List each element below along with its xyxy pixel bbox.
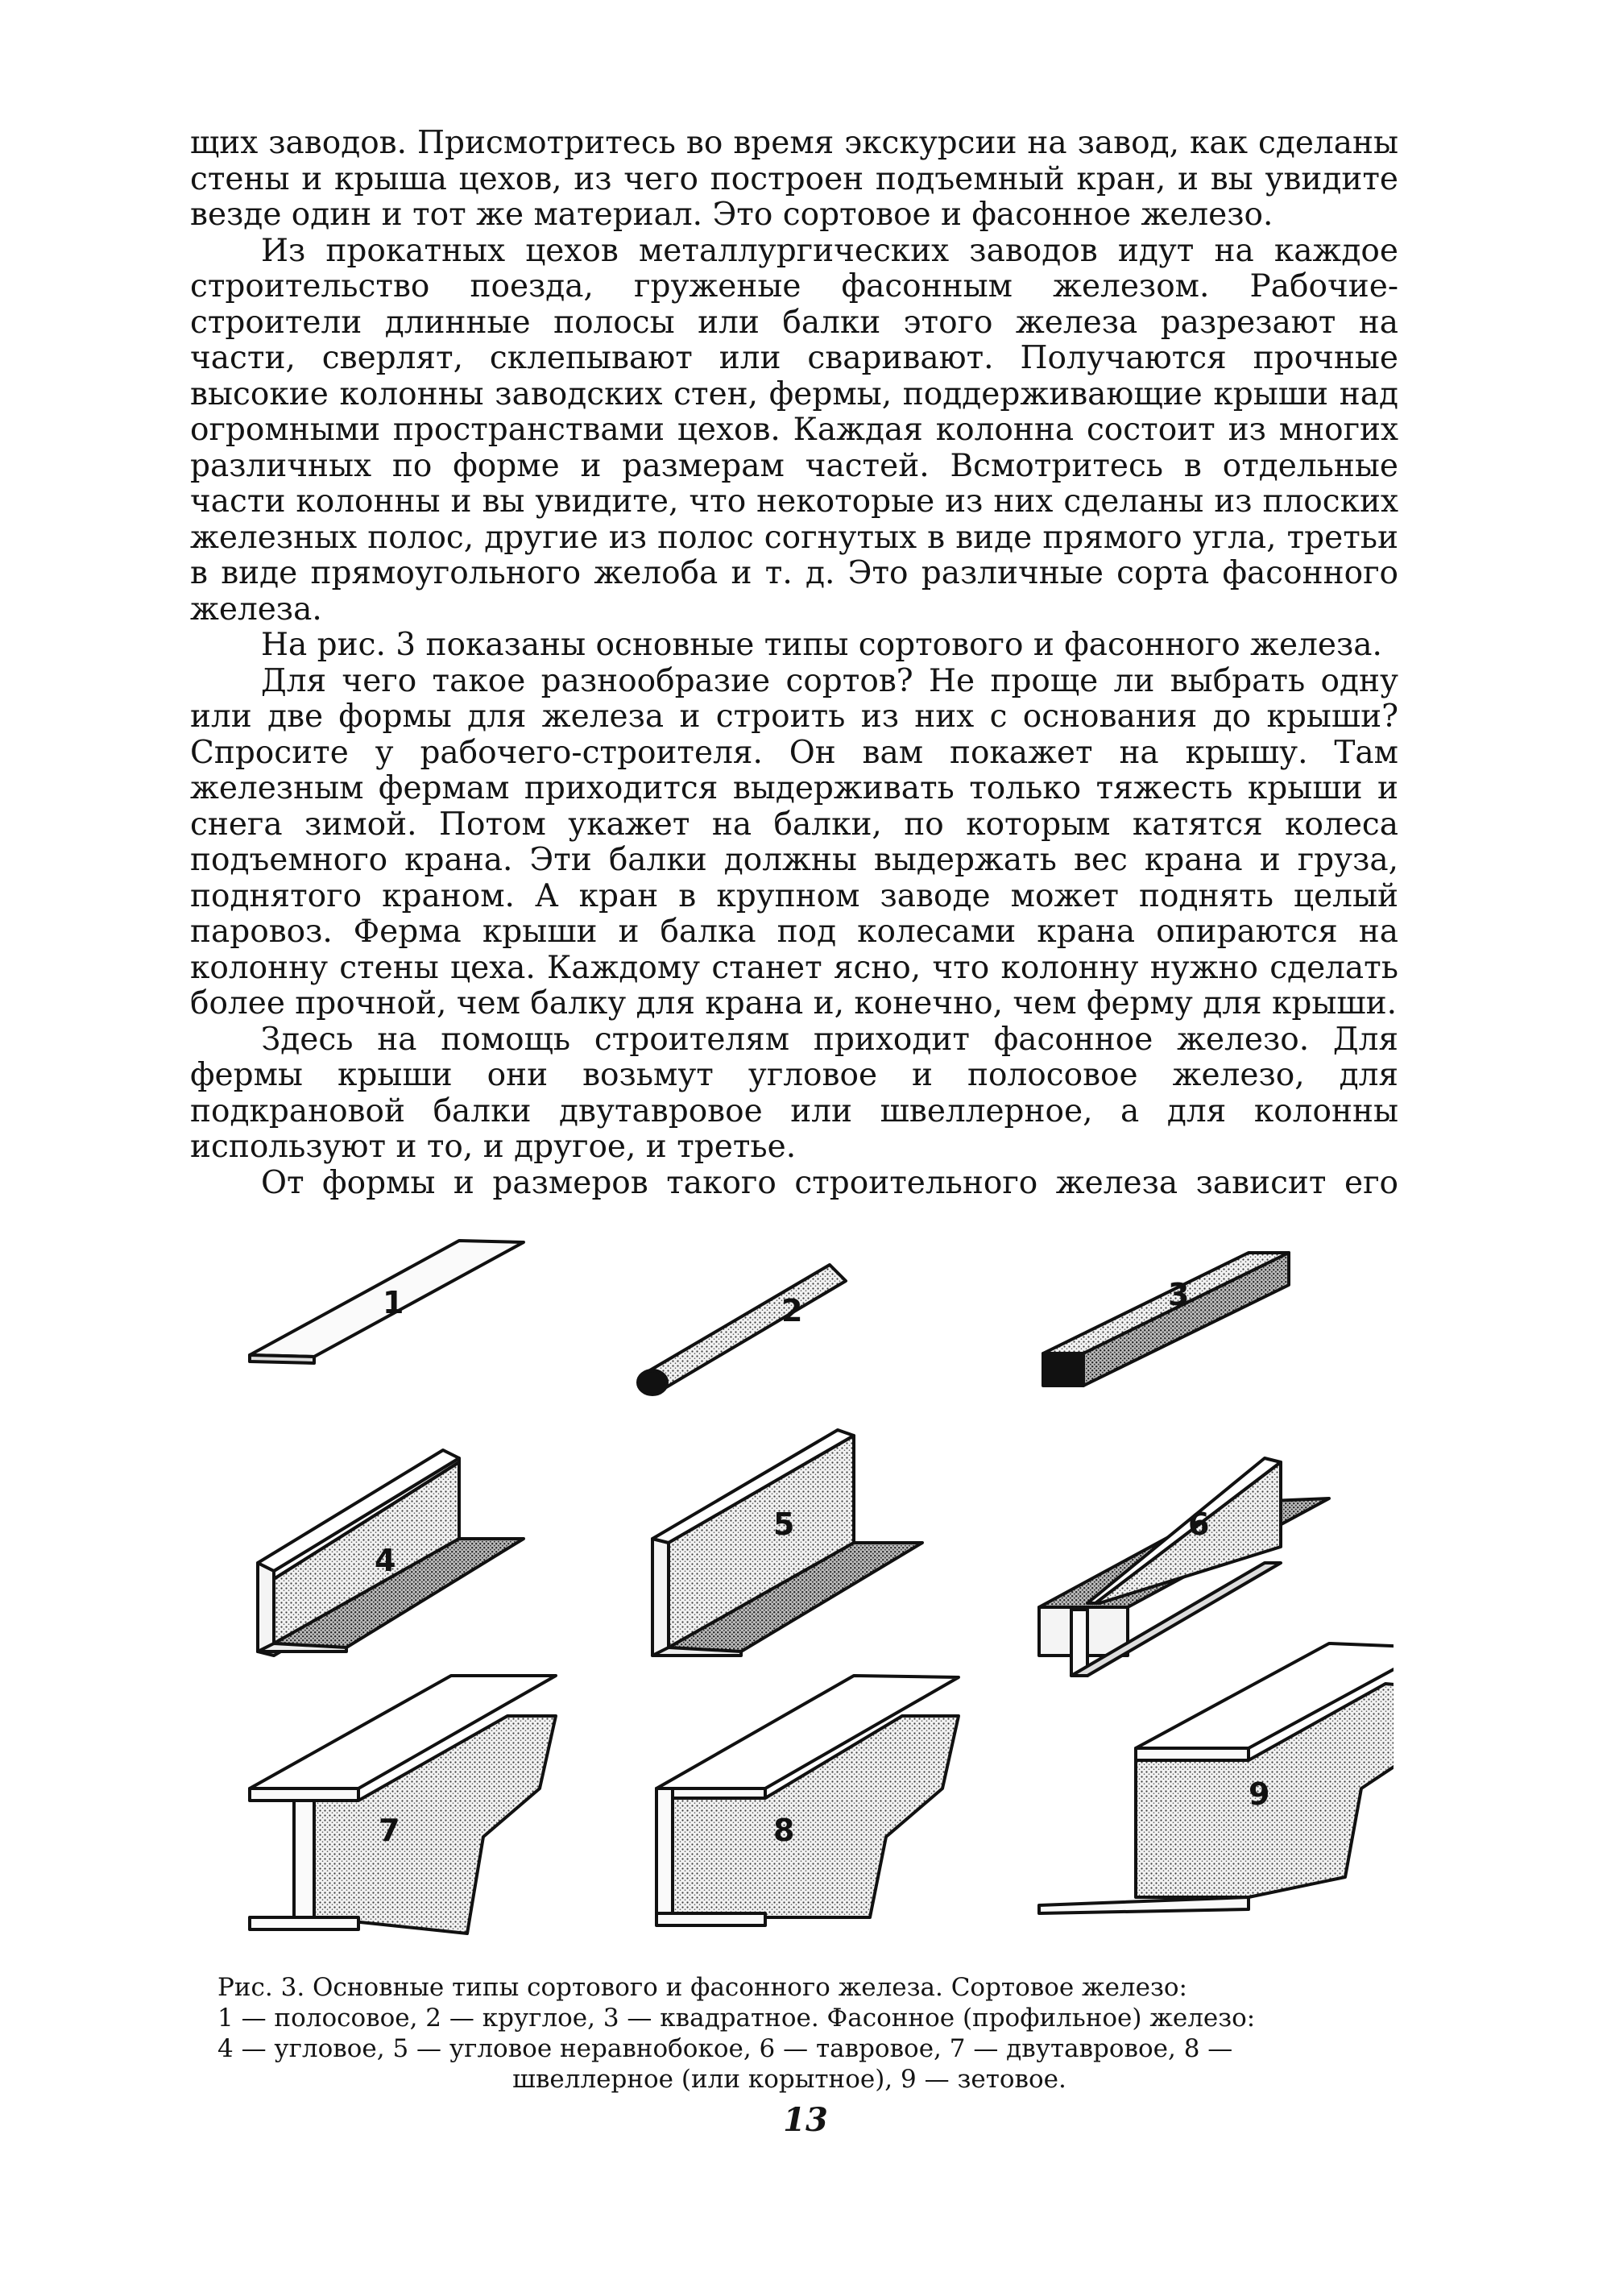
caption-line-1: Рис. 3. Основные типы сортового и фасонного железа. Сортовое железо: [217,1973,1187,2002]
label-3: 3 [1168,1277,1190,1312]
profile-1-flat-bar [250,1241,524,1363]
profile-7-i-beam [250,1676,556,1933]
paragraph-4: Для чего такое разнообразие сортов? Не проще ли выбрать одну или две формы для железа и строить из них с основания до крыши? Спросите у рабочего-строителя. Он вам покажет на крышу. Там железным фермам приходится выдерживать только тяжесть крыши и снега зимой. Потом укажет на балки, по которым катятся колеса подъемного крана. Эти балки должны выдержать вес крана и груза, поднятого краном. А кран в крупном заводе может поднять целый паровоз. Ферма крыши и балка под колесами крана опираются на колонну стены цеха. Каждому станет ясно, что колонну нужно сделать более прочной, чем балку для крана и, конечно, чем ферму для крыши. [190,662,1398,1022]
label-1: 1 [383,1285,404,1320]
label-2: 2 [781,1293,803,1328]
figure-iron-profiles [217,1225,1394,1950]
label-6: 6 [1188,1506,1210,1542]
label-7: 7 [379,1813,400,1848]
paragraph-3: На рис. 3 показаны основные типы сортового и фасонного железа. [261,627,1382,663]
profile-9-zee [1039,1643,1394,1913]
paragraph-6: От формы и размеров такого строительного железа зависит его [261,1164,1398,1201]
profile-6-tee [1039,1458,1329,1676]
profile-4-angle [258,1450,524,1656]
caption-line-2: 1 — полосовое, 2 — круглое, 3 — квадратное. Фасонное (профильное) железо: [217,2004,1256,2033]
body-text [190,126,1398,1201]
profile-5-unequal-angle [652,1430,922,1656]
profile-8-channel [656,1676,959,1925]
caption-line-4: швеллерное (или корытное), 9 — зетовое. [512,2065,1066,2094]
label-8: 8 [773,1813,795,1848]
caption-line-3: 4 — угловое, 5 — угловое неравнобокое, 6 — тавровое, 7 — двутавровое, 8 — [217,2034,1233,2063]
paragraph-2: Из прокатных цехов металлургических заводов идут на каждое строительство поезда, груженые фасонным железом. Рабочие-строители длинные полосы или балки этого железа разрезают на части, сверлят, склепывают или сваривают. Получаются прочные высокие колонны заводских стен, фермы, поддерживающие крыши над огромными пространствами цехов. Каждая колонна состоит из многих различных по форме и размерам частей. Всмотритесь в отдельные части колонны и вы увидите, что некоторые из них сделаны из плоских железных полос, другие из полос согнутых в виде прямого угла, третьи в виде прямоугольного желоба и т. д. Это различные сорта фасонного железа. [190,232,1398,628]
label-9: 9 [1249,1776,1270,1812]
paragraph-1: щих заводов. Присмотритесь во время экскурсии на завод, как сделаны стены и крыша цехов, из чего построен подъемный кран, и вы увидите везде один и тот же материал. Это сортовое и фасонное железо. [190,125,1398,233]
label-5: 5 [773,1506,795,1542]
profile-3-square-bar [1043,1253,1289,1386]
profile-2-round-bar [638,1265,846,1395]
page-number: 13 [783,2101,828,2139]
label-4: 4 [375,1543,396,1578]
figure-caption [217,1972,1361,2095]
profiles-illustration [217,1225,1394,1950]
paragraph-5: Здесь на помощь строителям приходит фасонное железо. Для фермы крыши они возьмут угловое и полосовое железо, для подкрановой балки двутавровое или швеллерное, а для колонны используют и то, и другое, и третье. [190,1021,1398,1165]
